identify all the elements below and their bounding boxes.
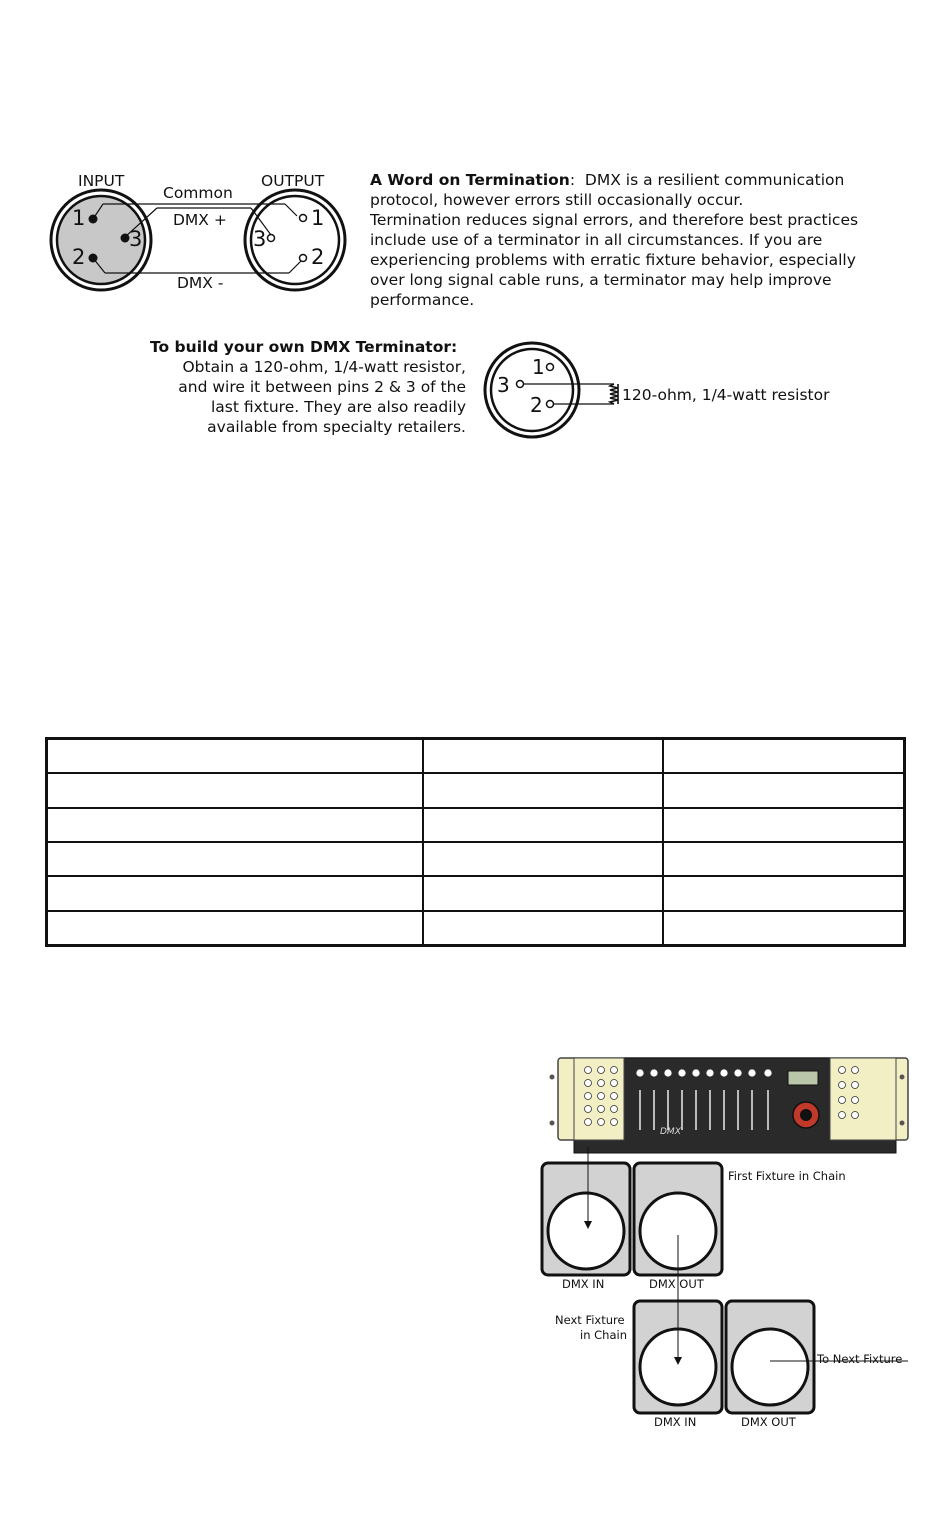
terminator-pin-1-label: 1 xyxy=(532,355,545,379)
table-cell xyxy=(663,842,904,876)
termination-line: over long signal cable runs, a terminator may help improve xyxy=(370,271,832,289)
to-next-fixture-label: To Next Fixture xyxy=(817,1352,903,1366)
table-row xyxy=(47,739,905,774)
terminator-pin-3-label: 3 xyxy=(497,373,510,397)
fixture-1-dmx-out-label: DMX OUT xyxy=(649,1277,704,1291)
table-cell xyxy=(663,773,904,807)
table-cell xyxy=(47,739,424,774)
terminator-build-line: Obtain a 120-ohm, 1/4-watt resistor, xyxy=(182,358,466,376)
fixture-1-dmx-in-label: DMX IN xyxy=(562,1277,605,1291)
next-fixture-label-2: in Chain xyxy=(580,1328,627,1342)
output-label: OUTPUT xyxy=(261,172,325,190)
table-cell xyxy=(423,808,663,842)
table-cell xyxy=(47,773,424,807)
input-label: INPUT xyxy=(78,172,125,190)
termination-line: protocol, however errors still occasionally occur. xyxy=(370,191,744,209)
table-row xyxy=(47,876,905,910)
termination-line: DMX is a resilient communication xyxy=(584,171,845,189)
input-pin-1-label: 1 xyxy=(72,206,86,230)
empty-table xyxy=(45,737,906,947)
table-cell xyxy=(47,911,424,946)
output-pin-2-label: 2 xyxy=(311,245,325,269)
table-cell xyxy=(423,876,663,910)
input-pin-3-label: 3 xyxy=(129,227,143,251)
table-cell xyxy=(47,808,424,842)
next-fixture-label: Next Fixture xyxy=(555,1313,625,1327)
resistor-label: 120-ohm, 1/4-watt resistor xyxy=(622,386,830,404)
output-pin-3-label: 3 xyxy=(253,227,267,251)
table-cell xyxy=(47,842,424,876)
dmx-chain-diagram xyxy=(530,1055,930,1435)
fixture-2-dmx-out-label: DMX OUT xyxy=(741,1415,796,1429)
table-cell xyxy=(423,739,663,774)
termination-line: experiencing problems with erratic fixture behavior, especially xyxy=(370,251,856,269)
dmx-chain-graphic xyxy=(530,1055,930,1435)
terminator-pin-2-label: 2 xyxy=(530,393,543,417)
terminator-build-heading: To build your own DMX Terminator: xyxy=(150,338,458,356)
termination-paragraph: A Word on Termination: DMX is a resilient communication protocol, however errors still occasionally occur. Termination reduces signal errors, and therefore best practices include use of a terminator in all circumstances. If you are experiencing problems with erratic fixture behavior, especially over long signal cable runs, a terminator may help improve performance. xyxy=(370,171,859,309)
table-row xyxy=(47,842,905,876)
table-cell xyxy=(663,876,904,910)
table-row xyxy=(47,773,905,807)
output-pin-1-label: 1 xyxy=(311,206,325,230)
table-row xyxy=(47,911,905,946)
termination-line: performance. xyxy=(370,291,475,309)
termination-heading: A Word on Termination xyxy=(370,171,570,189)
terminator-build-line: last fixture. They are also readily xyxy=(210,398,466,416)
table-cell xyxy=(423,911,663,946)
table-cell xyxy=(663,739,904,774)
table-cell xyxy=(663,808,904,842)
dmx-minus-label: DMX - xyxy=(177,274,224,292)
table-row xyxy=(47,808,905,842)
dmx-plus-label: DMX + xyxy=(173,211,227,229)
table-cell xyxy=(423,842,663,876)
xlr-wiring-diagram xyxy=(45,168,355,298)
terminator-build-paragraph xyxy=(150,337,466,437)
terminator-diagram xyxy=(482,340,862,440)
first-fixture-label: First Fixture in Chain xyxy=(728,1169,846,1183)
table-cell xyxy=(423,773,663,807)
controller-label: DMX xyxy=(660,1127,681,1137)
table-cell xyxy=(663,911,904,946)
input-pin-2-label: 2 xyxy=(72,245,86,269)
terminator-build-line: available from specialty retailers. xyxy=(207,418,466,436)
table-cell xyxy=(47,876,424,910)
fixture-2-dmx-in-label: DMX IN xyxy=(654,1415,697,1429)
common-label: Common xyxy=(163,184,233,202)
termination-line: include use of a terminator in all circumstances. If you are xyxy=(370,231,823,249)
termination-line: Termination reduces signal errors, and therefore best practices xyxy=(370,211,859,229)
terminator-build-line: and wire it between pins 2 & 3 of the xyxy=(178,378,466,396)
